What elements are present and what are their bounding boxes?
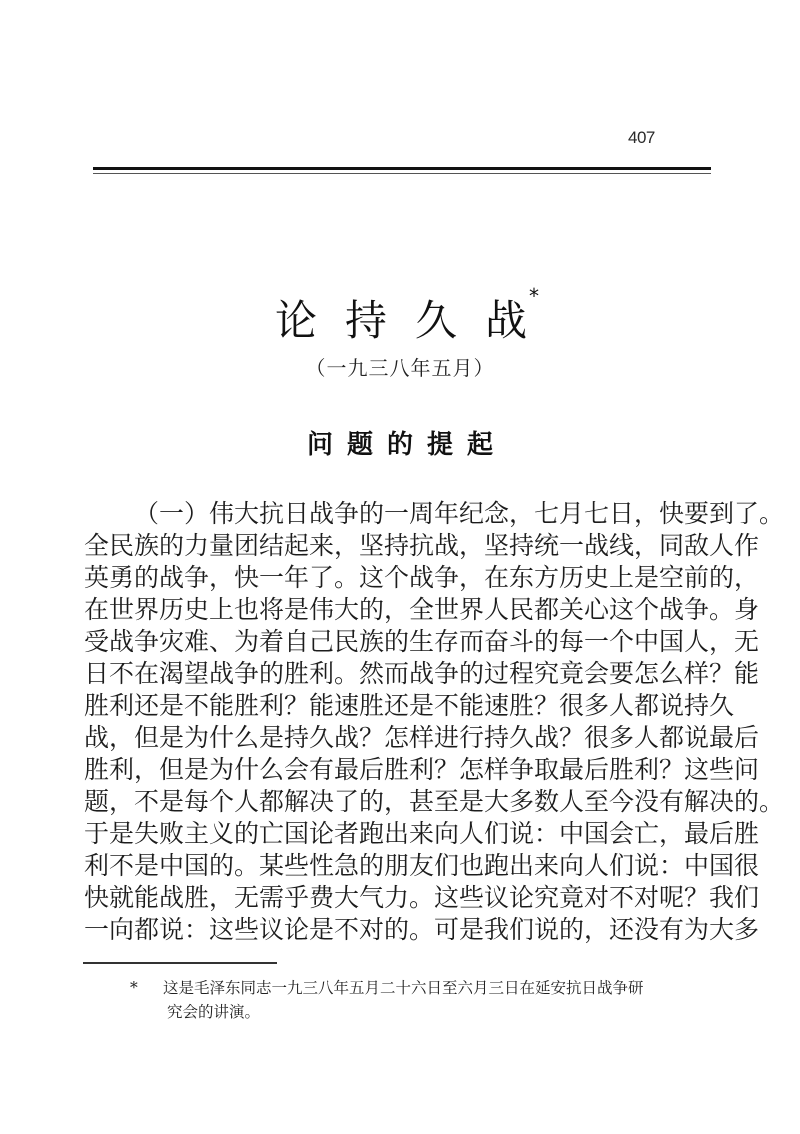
- body-line: 英勇的战争，快一年了。这个战争，在东方历史上是空前的，: [84, 563, 760, 592]
- body-line: （一）伟大抗日战争的一周年纪念，七月七日，快要到了。: [134, 499, 785, 528]
- footnote-line: 究会的讲演。: [167, 1003, 261, 1021]
- title-char: 战: [485, 296, 528, 345]
- body-paragraph: [84, 498, 785, 946]
- footnote-marker: *: [130, 979, 138, 997]
- body-line: 日不在渴望战争的胜利。然而战争的过程究竟会要怎么样？能: [84, 659, 760, 688]
- body-line: 全民族的力量团结起来，坚持抗战，坚持统一战线，同敌人作: [84, 531, 760, 560]
- article-date: （一九三八年五月）: [305, 356, 495, 380]
- section-heading: 问题的提起: [306, 430, 507, 460]
- footnote-divider: [83, 962, 277, 964]
- title-footnote-marker: *: [529, 284, 540, 308]
- body-line: 快就能战胜，无需乎费大气力。这些议论究竟对不对呢？我们: [84, 883, 760, 912]
- body-line: 受战争灾难、为着自己民族的生存而奋斗的每一个中国人，无: [84, 627, 760, 656]
- title-char: 论: [274, 296, 317, 345]
- body-line: 胜利还是不能胜利？能速胜还是不能速胜？很多人都说持久: [84, 691, 735, 720]
- header-rule-thick: [93, 167, 711, 170]
- footnote-line: 这是毛泽东同志一九三八年五月二十六日至六月三日在延安抗日战争研: [163, 979, 644, 997]
- body-line: 利不是中国的。某些性急的朋友们也跑出来向人们说：中国很: [84, 851, 760, 880]
- footnote: [130, 976, 710, 1024]
- article-title: [0, 284, 800, 348]
- body-line: 于是失败主义的亡国论者跑出来向人们说：中国会亡，最后胜: [84, 819, 760, 848]
- header-rule-thin: [93, 173, 711, 174]
- body-line: 题，不是每个人都解决了的，甚至是大多数人至今没有解决的。: [84, 787, 785, 816]
- title-char: 持: [344, 296, 387, 345]
- title-char: 久: [415, 296, 458, 345]
- body-line: 一向都说：这些议论是不对的。可是我们说的，还没有为大多: [84, 915, 760, 944]
- page-number: 407: [628, 128, 655, 147]
- body-line: 胜利，但是为什么会有最后胜利？怎样争取最后胜利？这些问: [84, 755, 760, 784]
- body-line: 战，但是为什么是持久战？怎样进行持久战？很多人都说最后: [84, 723, 760, 752]
- body-line: 在世界历史上也将是伟大的，全世界人民都关心这个战争。身: [84, 595, 760, 624]
